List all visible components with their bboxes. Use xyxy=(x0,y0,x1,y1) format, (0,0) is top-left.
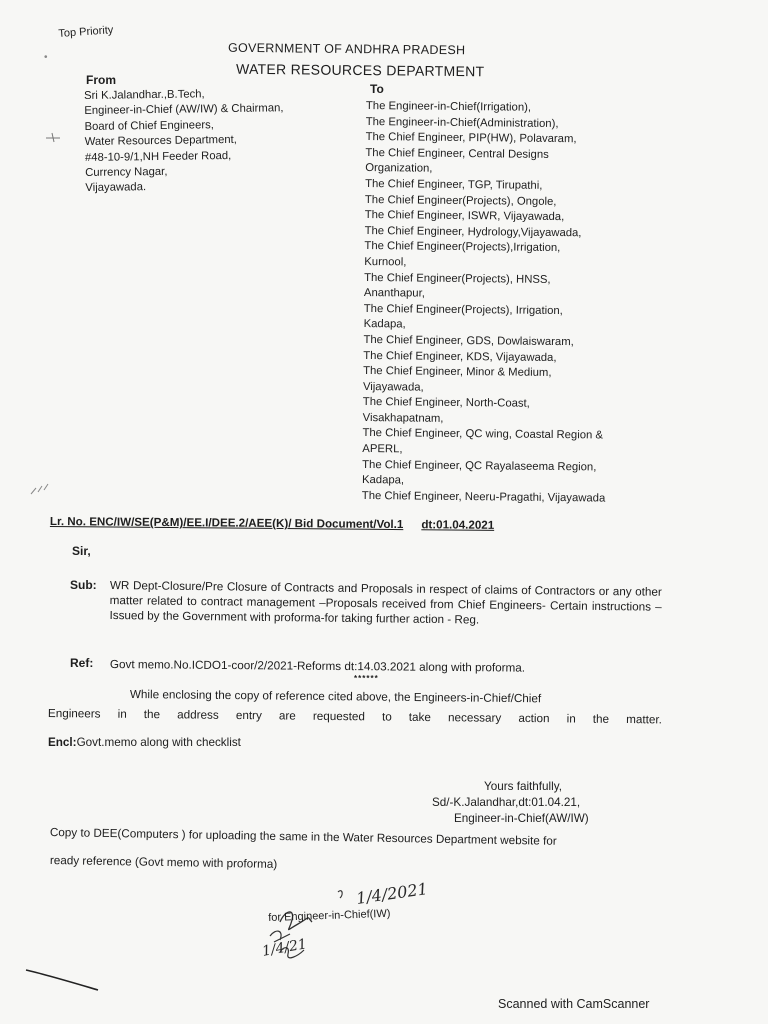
subject-label: Sub: xyxy=(70,578,97,592)
enclosure-text: Govt.memo along with checklist xyxy=(76,736,241,749)
to-line: Organization, xyxy=(365,162,433,176)
camscanner-watermark: Scanned with CamScanner xyxy=(498,997,650,1011)
salutation: Sir, xyxy=(72,544,91,558)
enclosure-line xyxy=(48,736,241,749)
to-line: Kadapa, xyxy=(363,318,406,331)
to-line: The Chief Engineer(Projects), Irrigation, xyxy=(363,302,563,317)
to-line: The Chief Engineer(Projects), HNSS, xyxy=(364,271,551,286)
to-line: The Engineer-in-Chief(Irrigation), xyxy=(365,99,532,114)
department-heading: WATER RESOURCES DEPARTMENT xyxy=(235,60,485,80)
from-line: Vijayawada. xyxy=(85,181,147,195)
signed-by: Sd/-K.Jalandhar,dt:01.04.21, xyxy=(432,796,581,809)
to-line: Ananthapur, xyxy=(363,287,425,300)
signatory-designation: Engineer-in-Chief(AW/IW) xyxy=(454,812,589,825)
to-line: Vijayawada, xyxy=(362,380,424,394)
countersign-designation: for Engineer-in-Chief(IW) xyxy=(268,907,391,924)
to-line: The Chief Engineer(Projects), Ongole, xyxy=(364,193,557,208)
to-line: The Chief Engineer, KDS, Vijayawada, xyxy=(363,349,557,364)
closing: Yours faithfully, xyxy=(484,780,562,793)
to-line: Visakhapatnam, xyxy=(362,411,444,425)
stray-pen-stroke xyxy=(24,964,104,994)
to-line: The Chief Engineer, Hydrology,Vijayawada, xyxy=(364,224,582,240)
from-line: Currency Nagar, xyxy=(85,165,168,180)
to-line: The Chief Engineer, Neeru-Pragathi, Vijayawada xyxy=(361,489,606,505)
from-line: #48-10-9/1,NH Feeder Road, xyxy=(84,149,232,164)
from-line: Sri K.Jalandhar.,B.Tech, xyxy=(84,88,205,102)
to-line: The Chief Engineer, PIP(HW), Polavaram, xyxy=(365,131,577,146)
from-address xyxy=(84,86,285,197)
letter-reference-number xyxy=(50,515,494,532)
enclosure-label: Encl: xyxy=(48,736,77,749)
body-line-1: While enclosing the copy of reference cited above, the Engineers-in-Chief/Chief xyxy=(129,688,542,706)
to-address-list xyxy=(362,99,610,507)
to-line: The Chief Engineer, Central Designs xyxy=(365,146,549,161)
to-line: The Chief Engineer, QC Rayalaseema Region, xyxy=(362,458,597,474)
from-line: Water Resources Department, xyxy=(84,134,237,149)
to-line: The Chief Engineer, Minor & Medium, xyxy=(363,365,552,380)
to-line: Kurnool, xyxy=(364,255,407,269)
subject-text: WR Dept-Closure/Pre Closure of Contracts and Proposals in respect of claims of Contractors or any other matter related to contract management –Proposals received from Chief Engineers- Certain instructions –Issued by the Government with proforma-for taking further action - Reg. xyxy=(109,578,662,627)
body-line-2: Engineers in the address entry are requested to take necessary action in the matter. xyxy=(47,707,662,727)
priority-note: Top Priority xyxy=(58,24,114,40)
to-line: APERL, xyxy=(362,443,403,456)
margin-mark xyxy=(28,480,52,500)
from-line: Board of Chief Engineers, xyxy=(84,119,214,133)
to-line: The Chief Engineer, GDS, Dowlaiswaram, xyxy=(363,333,574,349)
reference-text: Govt memo.No.ICDO1-coor/2/2021-Reforms dt:14.03.2021 along with proforma. xyxy=(109,658,526,675)
separator-stars: ****** xyxy=(354,674,379,683)
to-line: The Chief Engineer, ISWR, Vijayawada, xyxy=(364,209,565,224)
government-heading: GOVERNMENT OF ANDHRA PRADESH xyxy=(227,40,466,58)
handwritten-date: 1/4/2021 xyxy=(355,879,429,908)
margin-mark: • xyxy=(44,52,48,63)
to-line: Kadapa, xyxy=(361,474,405,487)
to-line: The Chief Engineer, TGP, Tirupathi, xyxy=(365,177,543,192)
from-label: From xyxy=(86,73,116,87)
margin-mark xyxy=(44,130,64,146)
to-line: The Chief Engineer, QC wing, Coastal Region & xyxy=(362,427,604,442)
letter-date: dt:01.04.2021 xyxy=(421,518,495,532)
to-line: The Chief Engineer(Projects),Irrigation, xyxy=(364,240,561,255)
copy-to-line-2: ready reference (Govt memo with proforma) xyxy=(49,854,278,871)
reference-label: Ref: xyxy=(70,656,94,670)
to-line: The Engineer-in-Chief(Administration), xyxy=(365,115,559,130)
copy-to-line-1: Copy to DEE(Computers ) for uploading the same in the Water Resources Department website for xyxy=(49,826,557,848)
to-line: The Chief Engineer, North-Coast, xyxy=(362,396,530,411)
to-label: To xyxy=(370,82,384,96)
letter-number: Lr. No. ENC/IW/SE(P&M)/EE.I/DEE.2/AEE(K)/ Bid Document/Vol.1 xyxy=(49,515,404,532)
initials-date: 1/4/21 xyxy=(260,936,309,960)
from-line: Engineer-in-Chief (AW/IW) & Chairman, xyxy=(84,102,284,118)
